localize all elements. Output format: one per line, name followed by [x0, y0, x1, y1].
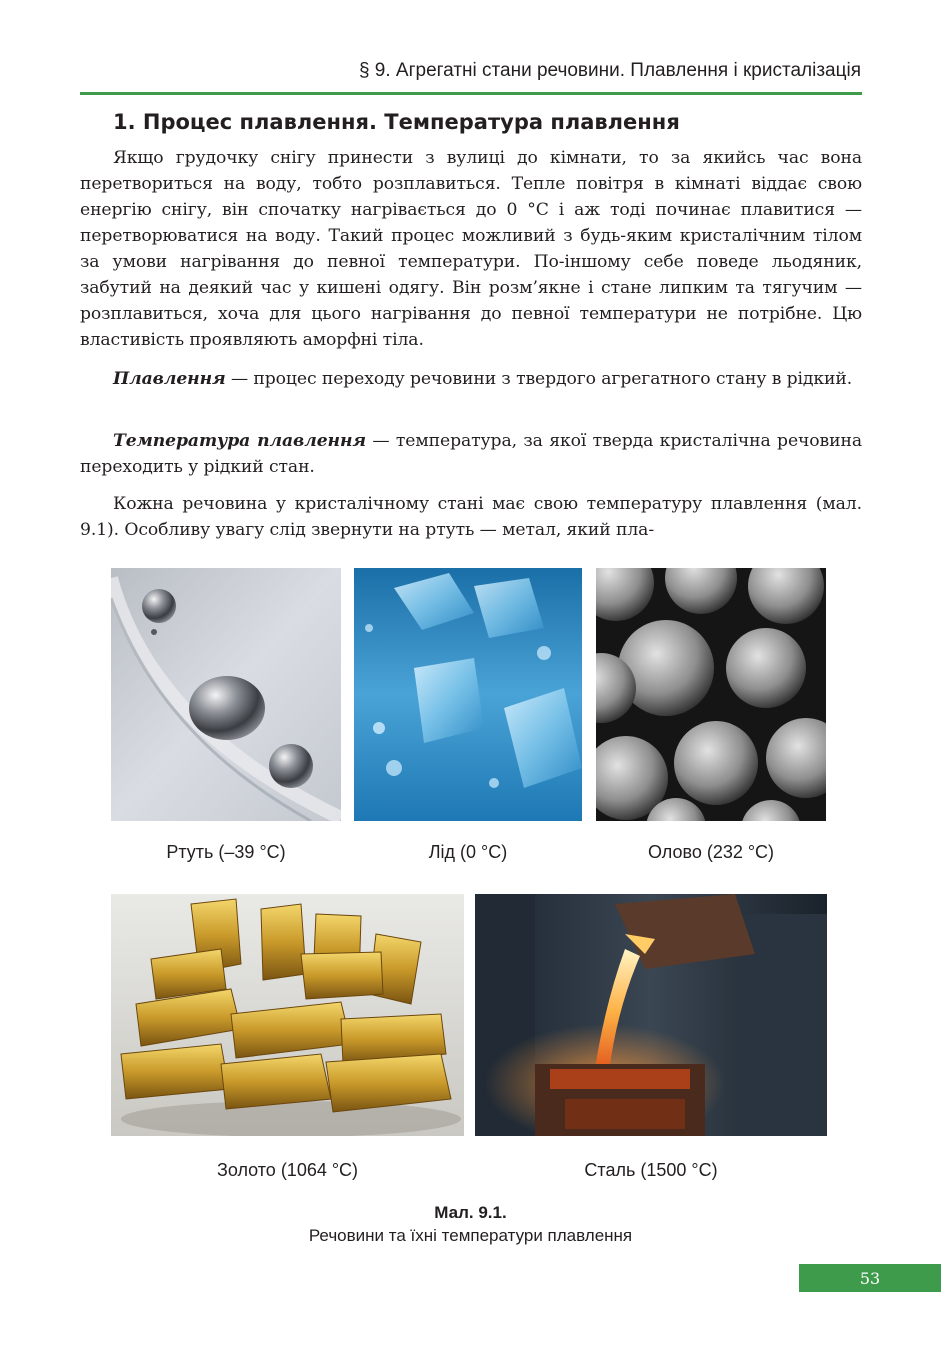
header-divider: [80, 92, 862, 95]
figure-label: Мал. 9.1.: [434, 1203, 507, 1222]
page-number-text: 53: [859, 1268, 881, 1288]
term-melting-point: Температура плавлення: [113, 431, 366, 451]
caption-mercury: Ртуть (–39 °С): [166, 842, 286, 862]
gold-bars-photo: [111, 894, 464, 1136]
mercury-droplets-photo: [111, 568, 341, 821]
paragraph-substances: Кожна речовина у кристалічному стані має свою температуру плавлення (мал. 9.1). Особливу увагу слід звернути на ртуть — метал, який пла-: [80, 494, 862, 540]
definition-melting: [80, 366, 862, 392]
caption-gold: Золото (1064 °С): [216, 1160, 359, 1180]
definition-melting-point-text: — температура, за якої тверда кристалічна речовина переходить у рідкий стан.: [80, 431, 862, 477]
definition-melting-text: — процес переходу речовини з твердого агрегатного стану в рідкий.: [225, 369, 853, 389]
caption-steel: Сталь (1500 °С): [584, 1160, 718, 1180]
paragraph-intro: Якщо грудочку снігу принести з вулиці до кімнати, то за якийсь час вона перетвориться на воду, тобто розплавиться. Тепле повітря в кімнаті віддає свою енергію снігу, він спочатку нагрівається до 0 °С і аж тоді починає плавитися — перетворюватися на воду. Такий процес можливий з будь-яким кристалічним тілом за умови нагрівання до певної температури. По-іншому себе поведе льодяник, забутий на деякий час у кишені одягу. Він розм’якне і стане липким та тягучим — розплавиться, хоча для цього нагрівання до певної температури не потрібне. Цю властивість проявляють аморфні тіла.: [80, 148, 862, 350]
caption-tin: Олово (232 °С): [647, 842, 775, 862]
term-melting: Плавлення: [113, 369, 226, 389]
section-title: 1. Процес плавлення. Температура плавлення: [113, 110, 680, 134]
definition-melting-point: [80, 428, 862, 480]
tin-balls-photo: [596, 568, 826, 821]
figure-caption: Речовини та їхні температури плавлення: [308, 1226, 633, 1245]
ice-cubes-photo: [354, 568, 582, 821]
running-header: § 9. Агрегатні стани речовини. Плавлення і кристалізація: [358, 60, 861, 81]
molten-steel-photo: [475, 894, 827, 1136]
caption-ice: Лід (0 °С): [428, 842, 508, 862]
page-number: [799, 1264, 941, 1292]
